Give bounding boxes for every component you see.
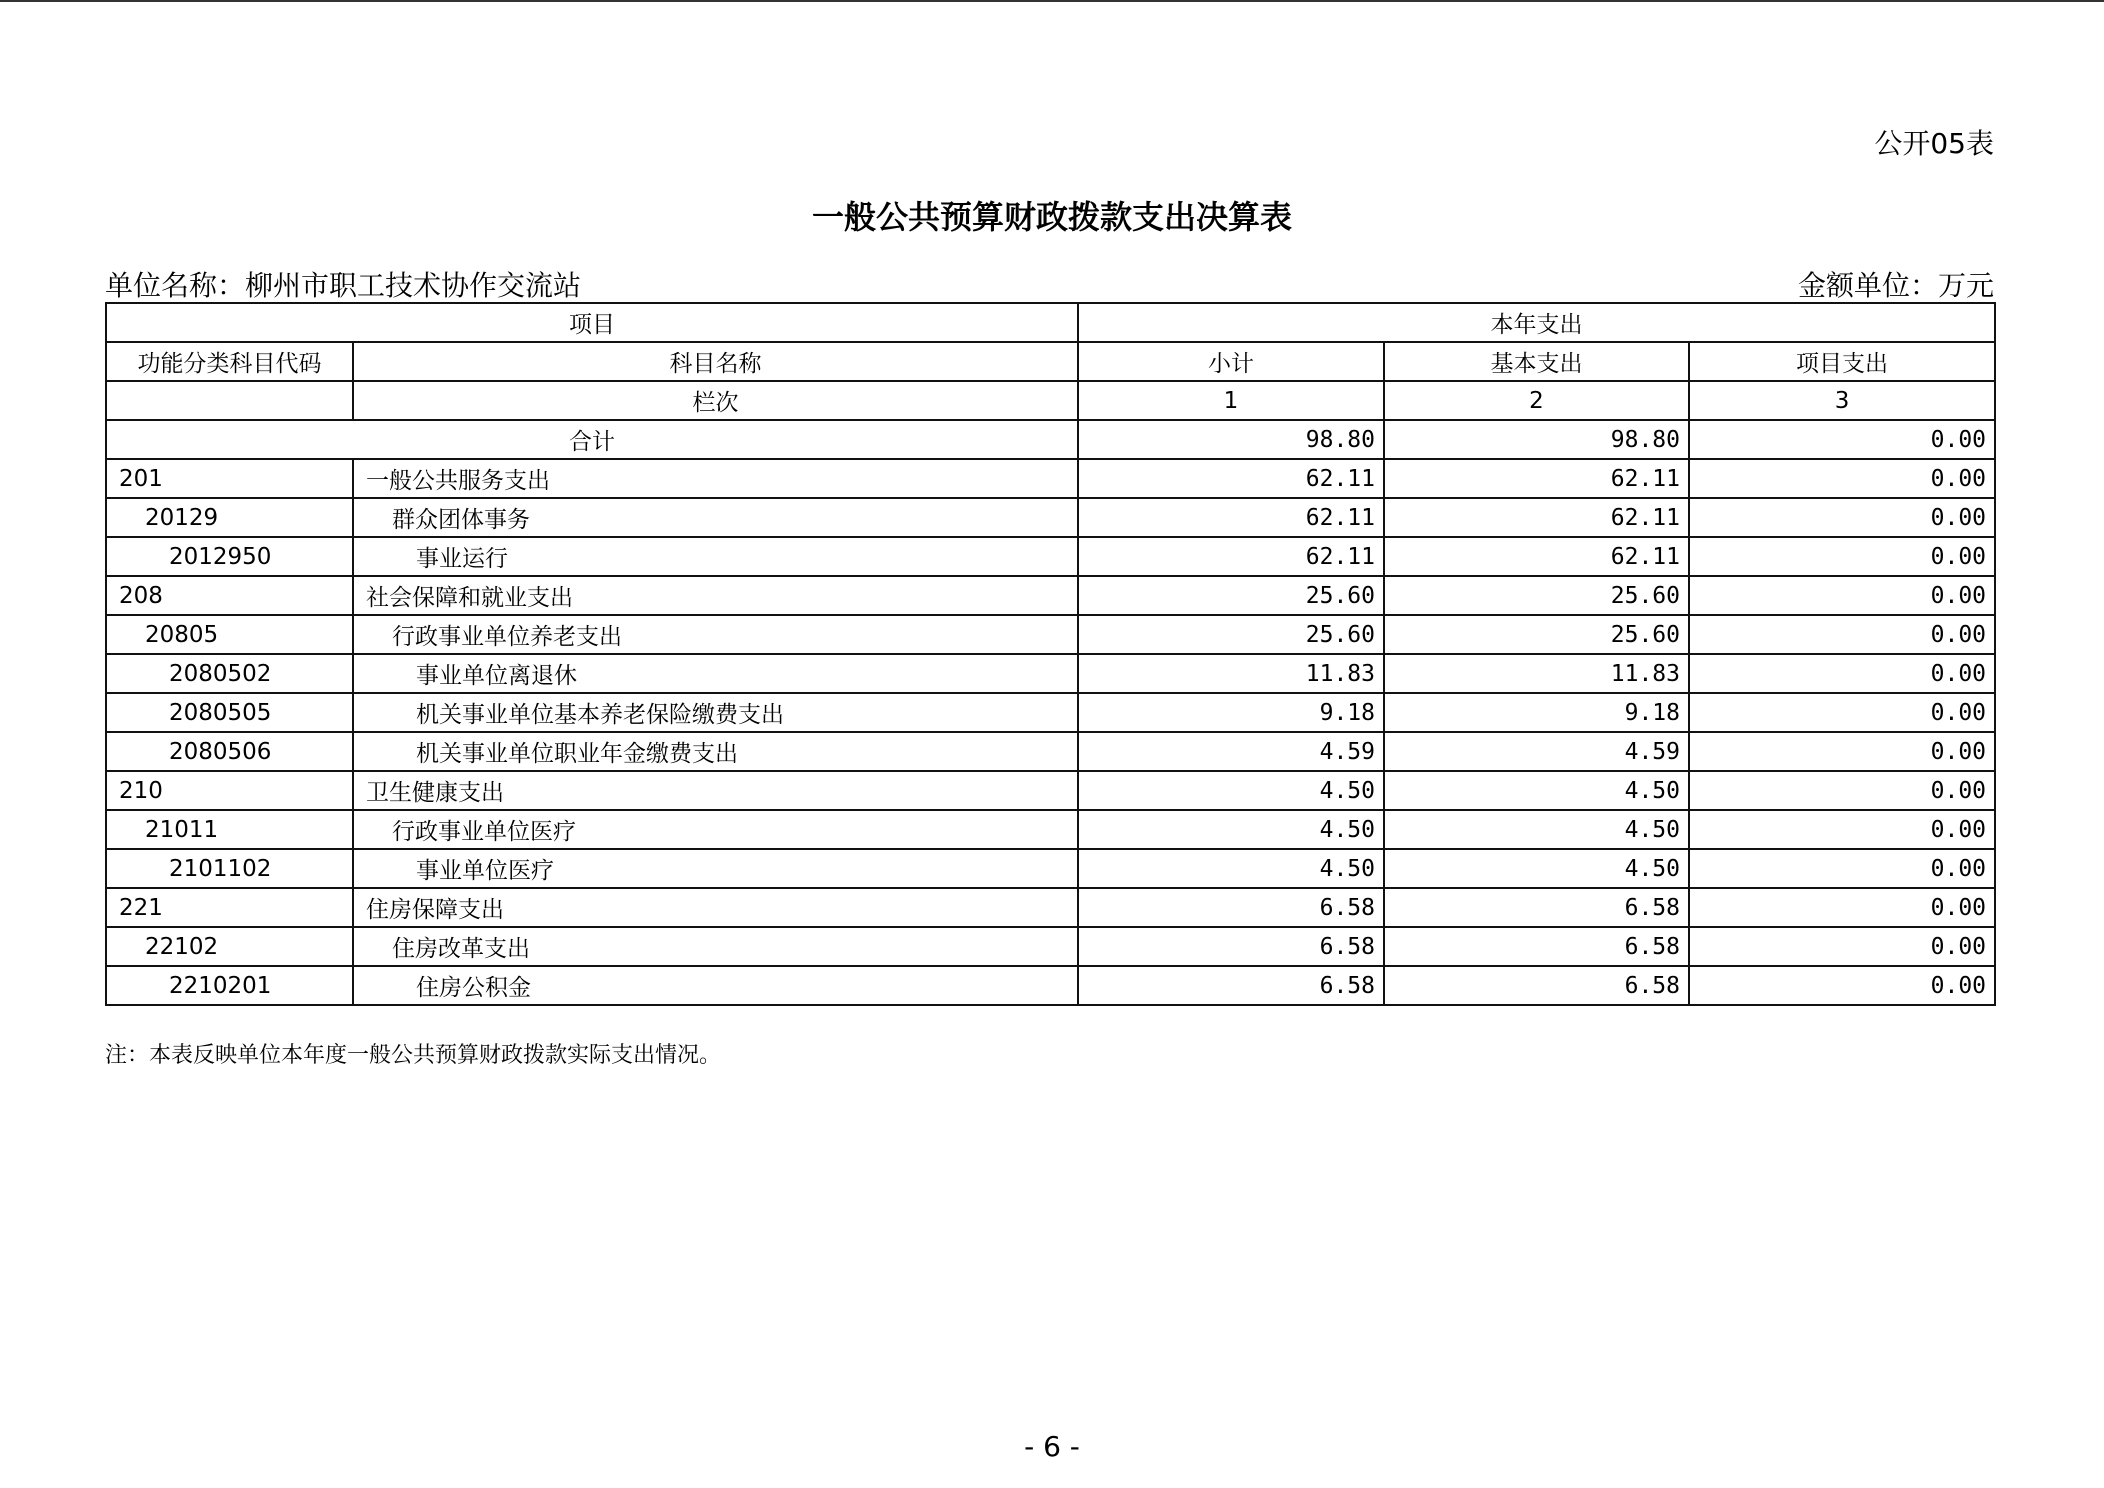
row-code: 2101102 [106, 849, 353, 888]
row-subtotal: 4.50 [1078, 771, 1384, 810]
row-subtotal: 4.50 [1078, 810, 1384, 849]
row-basic: 4.59 [1384, 732, 1689, 771]
row-name: 住房改革支出 [353, 927, 1078, 966]
table-row [106, 849, 1995, 888]
header-index-blank [106, 381, 353, 420]
table-row [106, 537, 1995, 576]
row-subtotal: 6.58 [1078, 966, 1384, 1005]
row-project: 0.00 [1689, 888, 1995, 927]
row-name: 机关事业单位职业年金缴费支出 [353, 732, 1078, 771]
page-top-border [0, 0, 2104, 2]
page-number: - 6 - [1024, 1430, 1080, 1463]
header-index-1: 1 [1078, 381, 1384, 420]
row-code: 20805 [106, 615, 353, 654]
row-name: 行政事业单位养老支出 [353, 615, 1078, 654]
row-name: 事业单位医疗 [353, 849, 1078, 888]
table-row [106, 459, 1995, 498]
table-row [106, 732, 1995, 771]
table-note: 注：本表反映单位本年度一般公共预算财政拨款实际支出情况。 [105, 1043, 722, 1068]
total-subtotal: 98.80 [1078, 420, 1384, 459]
row-project: 0.00 [1689, 498, 1995, 537]
row-name: 卫生健康支出 [353, 771, 1078, 810]
row-code: 210 [106, 771, 353, 810]
header-basic: 基本支出 [1384, 342, 1689, 381]
row-basic: 6.58 [1384, 888, 1689, 927]
row-subtotal: 4.59 [1078, 732, 1384, 771]
row-project: 0.00 [1689, 771, 1995, 810]
header-index-label: 栏次 [353, 381, 1078, 420]
row-name: 社会保障和就业支出 [353, 576, 1078, 615]
table-row [106, 771, 1995, 810]
header-code: 功能分类科目代码 [106, 342, 353, 381]
row-basic: 4.50 [1384, 771, 1689, 810]
row-name: 住房公积金 [353, 966, 1078, 1005]
header-row-index [106, 381, 1995, 420]
table-number: 公开05表 [1874, 127, 1994, 160]
row-subtotal: 4.50 [1078, 849, 1384, 888]
table-row [106, 966, 1995, 1005]
row-basic: 25.60 [1384, 615, 1689, 654]
page-title: 一般公共预算财政拨款支出决算表 [811, 198, 1292, 236]
row-basic: 4.50 [1384, 849, 1689, 888]
row-project: 0.00 [1689, 810, 1995, 849]
row-subtotal: 6.58 [1078, 888, 1384, 927]
row-name: 事业运行 [353, 537, 1078, 576]
row-code: 208 [106, 576, 353, 615]
expenditure-table [105, 302, 1996, 1006]
row-code: 21011 [106, 810, 353, 849]
row-project: 0.00 [1689, 615, 1995, 654]
row-basic: 62.11 [1384, 459, 1689, 498]
row-basic: 4.50 [1384, 810, 1689, 849]
row-project: 0.00 [1689, 576, 1995, 615]
row-name: 住房保障支出 [353, 888, 1078, 927]
row-subtotal: 6.58 [1078, 927, 1384, 966]
row-code: 2080502 [106, 654, 353, 693]
header-row-columns [106, 342, 1995, 381]
meta-row [105, 264, 1994, 304]
row-name: 一般公共服务支出 [353, 459, 1078, 498]
header-subtotal: 小计 [1078, 342, 1384, 381]
row-code: 2080506 [106, 732, 353, 771]
header-project: 项目支出 [1689, 342, 1995, 381]
row-code: 22102 [106, 927, 353, 966]
row-name: 事业单位离退休 [353, 654, 1078, 693]
row-project: 0.00 [1689, 654, 1995, 693]
row-code: 2080505 [106, 693, 353, 732]
row-code: 201 [106, 459, 353, 498]
row-subtotal: 62.11 [1078, 459, 1384, 498]
row-subtotal: 9.18 [1078, 693, 1384, 732]
row-project: 0.00 [1689, 459, 1995, 498]
row-subtotal: 11.83 [1078, 654, 1384, 693]
row-project: 0.00 [1689, 732, 1995, 771]
row-project: 0.00 [1689, 537, 1995, 576]
row-code: 20129 [106, 498, 353, 537]
table-row [106, 654, 1995, 693]
table-row [106, 615, 1995, 654]
total-row [106, 420, 1995, 459]
table-row [106, 576, 1995, 615]
row-basic: 62.11 [1384, 537, 1689, 576]
row-basic: 25.60 [1384, 576, 1689, 615]
row-basic: 6.58 [1384, 927, 1689, 966]
row-subtotal: 25.60 [1078, 576, 1384, 615]
table-row [106, 927, 1995, 966]
row-project: 0.00 [1689, 966, 1995, 1005]
row-name: 机关事业单位基本养老保险缴费支出 [353, 693, 1078, 732]
amount-unit-label: 金额单位：万元 [1797, 269, 1994, 302]
row-project: 0.00 [1689, 693, 1995, 732]
row-basic: 62.11 [1384, 498, 1689, 537]
row-project: 0.00 [1689, 849, 1995, 888]
table-row [106, 888, 1995, 927]
header-index-3: 3 [1689, 381, 1995, 420]
total-label: 合计 [106, 420, 1078, 459]
table-row [106, 693, 1995, 732]
row-project: 0.00 [1689, 927, 1995, 966]
total-project: 0.00 [1689, 420, 1995, 459]
row-subtotal: 25.60 [1078, 615, 1384, 654]
row-code: 221 [106, 888, 353, 927]
row-subtotal: 62.11 [1078, 498, 1384, 537]
row-subtotal: 62.11 [1078, 537, 1384, 576]
unit-name-label: 单位名称：柳州市职工技术协作交流站 [105, 269, 582, 302]
row-basic: 9.18 [1384, 693, 1689, 732]
row-basic: 11.83 [1384, 654, 1689, 693]
header-index-2: 2 [1384, 381, 1689, 420]
row-code: 2210201 [106, 966, 353, 1005]
table-row [106, 810, 1995, 849]
header-name: 科目名称 [353, 342, 1078, 381]
header-expense-group: 本年支出 [1078, 303, 1995, 342]
row-name: 行政事业单位医疗 [353, 810, 1078, 849]
row-name: 群众团体事务 [353, 498, 1078, 537]
header-item-group: 项目 [106, 303, 1078, 342]
row-code: 2012950 [106, 537, 353, 576]
header-row-group [106, 303, 1995, 342]
total-basic: 98.80 [1384, 420, 1689, 459]
row-basic: 6.58 [1384, 966, 1689, 1005]
table-row [106, 498, 1995, 537]
